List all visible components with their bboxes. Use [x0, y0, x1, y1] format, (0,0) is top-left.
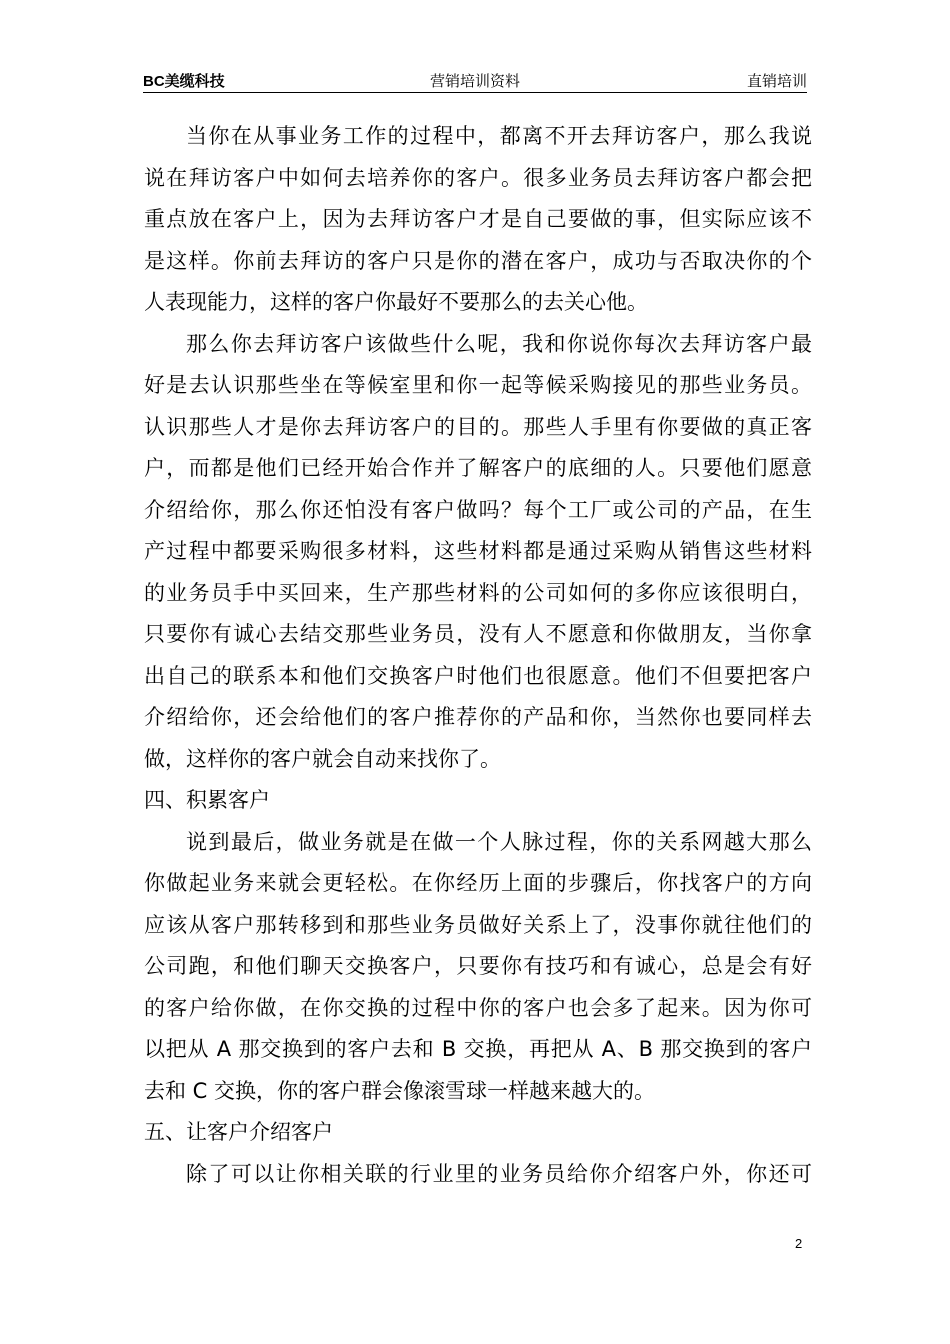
text-line: 好是去认识那些坐在等候室里和你一起等候采购接见的那些业务员。	[144, 373, 812, 397]
paragraph-first-line: 除了可以让你相关联的行业里的业务员给你介绍客户外，你还可	[186, 1161, 812, 1186]
text-line: 公司跑，和他们聊天交换客户，只要你有技巧和有诚心，总是会有好	[144, 954, 812, 978]
document-body	[144, 116, 812, 1195]
text-line: 的客户给你做，在你交换的过程中你的客户也会多了起来。因为你可	[144, 995, 812, 1020]
text-line: 人表现能力，这样的客户你最好不要那么的去关心他。	[144, 290, 648, 314]
text-line: 的业务员手中买回来，生产那些材料的公司如何的多你应该很明白，	[144, 580, 812, 605]
text-line: 你做起业务来就会更轻松。在你经历上面的步骤后，你找客户的方向	[144, 871, 812, 895]
text-line: 重点放在客户上，因为去拜访客户才是自己要做的事，但实际应该不	[144, 207, 812, 231]
paragraph-first-line: 当你在从事业务工作的过程中，都离不开去拜访客户，那么我说	[186, 124, 812, 148]
paragraph-first-line: 说到最后，做业务就是在做一个人脉过程，你的关系网越大那么	[186, 829, 812, 854]
text-line: 应该从客户那转移到和那些业务员做好关系上了，没事你就往他们的	[144, 912, 812, 937]
text-line: 四、积累客户	[144, 788, 270, 812]
header-category: 直销培训	[746, 72, 807, 90]
text-line: 户，而都是他们已经开始合作并了解客户的底细的人。只要他们愿意	[144, 456, 812, 480]
text-line: 说在拜访客户中如何去培养你的客户。很多业务员去拜访客户都会把	[144, 165, 812, 190]
page-number: 2	[795, 1236, 803, 1251]
text-line: 产过程中都要采购很多材料，这些材料都是通过采购从销售这些材料	[144, 539, 812, 563]
text-line: 五、让客户介绍客户	[144, 1120, 333, 1144]
header-company: BC美缆科技	[143, 73, 225, 90]
text-line: 是这样。你前去拜访的客户只是你的潜在客户，成功与否取决你的个	[144, 248, 812, 273]
text-line: 去和 C 交换，你的客户群会像滚雪球一样越来越大的。	[144, 1078, 656, 1103]
text-line: 只要你有诚心去结交那些业务员，没有人不愿意和你做朋友，当你拿	[144, 622, 812, 646]
header-title: 营销培训资料	[429, 72, 520, 90]
text-line: 出自己的联系本和他们交换客户时他们也很愿意。他们不但要把客户	[144, 663, 812, 688]
text-line: 以把从 A 那交换到的客户去和 B 交换，再把从 A、B 那交换到的客户	[144, 1037, 812, 1061]
text-line: 介绍给你，那么你还怕没有客户做吗？每个工厂或公司的产品，在生	[144, 497, 812, 522]
text-line: 介绍给你，还会给他们的客户推荐你的产品和你，当然你也要同样去	[144, 705, 812, 729]
paragraph-first-line: 那么你去拜访客户该做些什么呢，我和你说你每次去拜访客户最	[186, 331, 812, 356]
text-line: 做，这样你的客户就会自动来找你了。	[144, 746, 501, 771]
page-header	[143, 66, 807, 93]
text-line: 认识那些人才是你去拜访客户的目的。那些人手里有你要做的真正客	[144, 414, 812, 439]
